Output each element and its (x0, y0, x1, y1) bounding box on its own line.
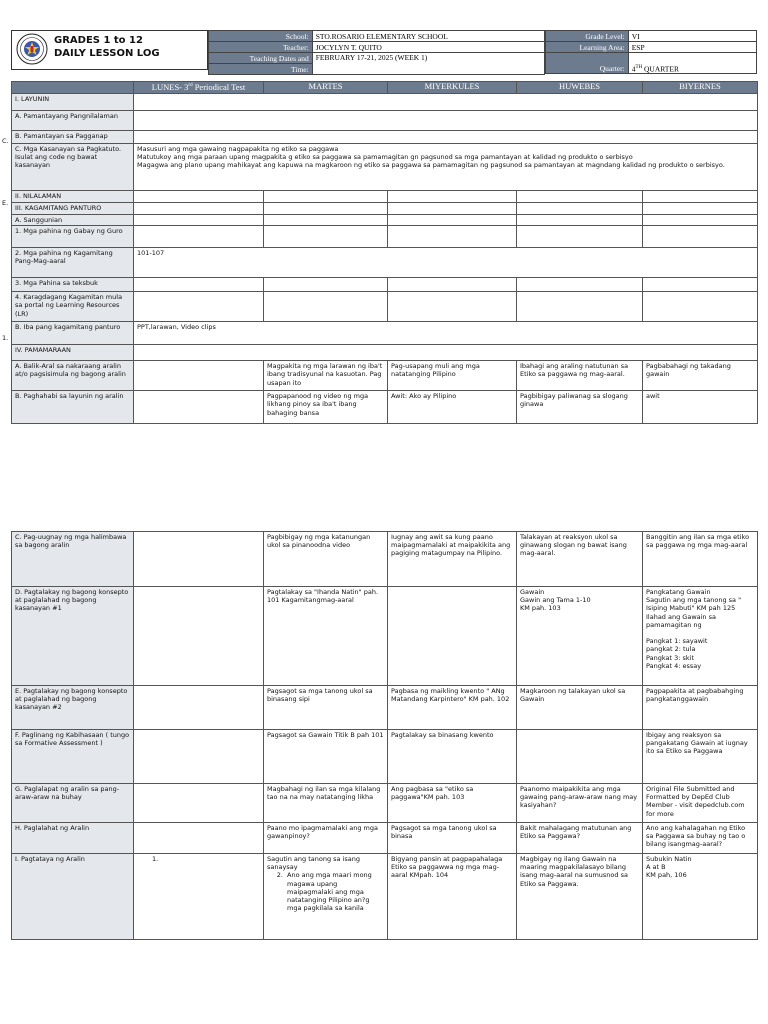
row-nilalaman: II. NILALAMAN (12, 191, 134, 203)
cell-kagamitan-mon (134, 203, 264, 215)
cell-nilalaman-fri (643, 191, 758, 203)
cell-paglalahat-mon (134, 823, 264, 854)
quarter-value (628, 53, 756, 74)
quarter-number: 4 (631, 64, 636, 73)
cell-pagtalakay-2-mon (134, 686, 264, 730)
cell-pagtataya-thu: Magbigay ng ilang Gawain na maaring magpakilalasayo bilang isang mag-aaral na sumusnod sa Etiko sa Paggawa. (517, 854, 643, 940)
cell-paglalapat-tue: Magbahagi ng ilan sa mga kilalang tao na na may natatanging likha (264, 784, 388, 823)
school-value: STO.ROSARIO ELEMENTARY SCHOOL (312, 31, 544, 42)
cell-pag-uugnay-mon (134, 532, 264, 587)
pagtataya-item-2 (267, 871, 384, 912)
cell-balik-aral-fri: Pagbabahagi ng takadang gawain (643, 361, 758, 391)
cell-balik-aral-thu: Ibahagi ang araling natutunan sa Etiko sa paggawa ng mag-aaral. (517, 361, 643, 391)
cell-kagamitan-thu (517, 203, 643, 215)
cell-sanggunian-wed (388, 215, 517, 226)
teacher-value: JOCYLYN T. QUITO (312, 42, 544, 53)
cell-karagdagang-fri (643, 292, 758, 322)
cell-nilalaman-tue (264, 191, 388, 203)
cell-pagtataya-tue (264, 854, 388, 940)
cell-kagamitang-pang-mag-aaral: 101-107 (134, 248, 758, 278)
cell-pamantayan-pagganap (134, 131, 758, 144)
dates-label-1: Teaching Dates and (209, 53, 313, 64)
pagtataya-item-2-number: 2. (276, 871, 283, 880)
dates-value: FEBRUARY 17-21, 2025 (WEEK 1) (312, 53, 544, 75)
cell-balik-aral-tue: Magpakita ng mga larawan ng iba't ibang tradisyunal na kasuotan. Pag usapan ito (264, 361, 388, 391)
cell-pagtalakay-1-wed (388, 587, 517, 686)
cell-pagtalakay-2-thu: Magkaroon ng talakayan ukol sa Gawain (517, 686, 643, 730)
col-miyerkules: MIYERKULES (388, 82, 517, 94)
col-huwebes: HUWEBES (517, 82, 643, 94)
cell-pamantayang-pangnilalaman (134, 111, 758, 131)
row-layunin: I. LAYUNIN (12, 94, 134, 111)
cell-pagtalakay-1-tue: Pagtalakay sa "Ihanda Natin" pah. 101 Kagamitangmag-aaral (264, 587, 388, 686)
row-kasanayan: C. Mga Kasanayan sa Pagkatuto. Isulat ang code ng bawat kasanayan (12, 144, 134, 191)
row-pamantayang-pangnilalaman: A. Pamantayang Pangnilalaman (12, 111, 134, 131)
cell-teksbuk-tue (264, 278, 388, 292)
row-pamamaraan: IV. PAMAMARAAN (12, 345, 134, 361)
cell-kasanayan: Masusuri ang mga gawaing nagpapakita ng etiko sa paggawa Matutukoy ang mga paraan upang magpakita g etiko sa paggawa sa pamamagitan gn pagsunod sa mga pamantayan at kalidad ng produkto o serbisyo Magagwa ang plano upang mahikayat ang kapuwa na magkaroon ng etiko sa paggawa sa pamamagitan ng pagsunod sa pamantayan at magndang kalidad ng produkto o serbisyo. (134, 144, 758, 191)
school-label: School: (209, 31, 313, 42)
school-info-table (208, 30, 545, 75)
title-line-2: DAILY LESSON LOG (54, 48, 160, 59)
quarter-label: Quarter: (546, 53, 629, 74)
col-martes: MARTES (264, 82, 388, 94)
cell-pagtalakay-1-fri: Pangkatang Gawain Sagutin ang mga tanong sa " Isiping Mabuti" KM pah 125 Ilahad ang Gawain sa pamamagitan ng Pangkat 1: sayawit pangkat 2: tula Pangkat 3: skit Pangkat 4: essay (643, 587, 758, 686)
cell-teksbuk-fri (643, 278, 758, 292)
cell-layunin (134, 94, 758, 111)
grade-info-table (545, 30, 757, 74)
cell-teksbuk-mon (134, 278, 264, 292)
row-teksbuk: 3. Mga Pahina sa teksbuk (12, 278, 134, 292)
lesson-log-table-2 (11, 531, 758, 940)
row-pagtalakay-2: E. Pagtalakay ng bagong konsepto at paglalahad ng bagong kasanayan #2 (12, 686, 134, 730)
cell-gabay-wed (388, 226, 517, 248)
area-value: ESP (628, 42, 756, 53)
cell-kagamitan-tue (264, 203, 388, 215)
quarter-word: QUARTER (642, 64, 679, 73)
cell-paglinang-thu (517, 730, 643, 784)
grade-value: VI (628, 31, 756, 42)
row-iba-pang-kagamitan: B. Iba pang kagamitang panturo (12, 322, 134, 345)
cell-pagtataya-mon: 1. (134, 854, 264, 940)
cell-balik-aral-wed: Pag-usapang muli ang mga natatanging Pilipino (388, 361, 517, 391)
cell-paglalapat-mon (134, 784, 264, 823)
cell-sanggunian-fri (643, 215, 758, 226)
side-mark-e: E. (2, 199, 9, 207)
cell-pagtalakay-2-tue: Pagsagot sa mga tanong ukol sa binasang sipi (264, 686, 388, 730)
cell-sanggunian-tue (264, 215, 388, 226)
cell-pag-uugnay-fri: Banggitin ang ilan sa mga etiko sa paggawa ng mga mag-aaral (643, 532, 758, 587)
row-balik-aral: A. Balik-Aral sa nakaraang aralin at/o pagsisimula ng bagong aralin (12, 361, 134, 391)
cell-paglalahat-thu: Bakit mahalagang matutunan ang Etiko sa Paggawa? (517, 823, 643, 854)
area-label: Learning Area: (546, 42, 629, 53)
cell-paghahabi-thu: Pagbibigay paliwanag sa slogang ginawa (517, 391, 643, 424)
cell-nilalaman-thu (517, 191, 643, 203)
grade-label: Grade Level: (546, 31, 629, 42)
cell-pagtalakay-1-thu: Gawain Gawin ang Tama 1-10 KM pah. 103 (517, 587, 643, 686)
cell-pagtalakay-1-mon (134, 587, 264, 686)
cell-karagdagang-mon (134, 292, 264, 322)
cell-pagtataya-fri: Subukin Natin A at B KM pah, 106 (643, 854, 758, 940)
cell-gabay-mon (134, 226, 264, 248)
row-pamantayan-pagganap: B. Pamantayan sa Pagganap (12, 131, 134, 144)
header-blank (12, 82, 134, 94)
cell-kagamitan-fri (643, 203, 758, 215)
quarter-sup: TH (635, 64, 643, 70)
cell-karagdagang-wed (388, 292, 517, 322)
cell-paghahabi-mon (134, 391, 264, 424)
cell-paglalapat-wed: Ang pagbasa sa "etiko sa paggawa"KM pah. 103 (388, 784, 517, 823)
cell-gabay-tue (264, 226, 388, 248)
pagtataya-item-1: Sagutin ang tanong sa isang sanaysay (267, 855, 360, 872)
dates-label-2: Time: (209, 64, 313, 75)
col-lunes (134, 82, 264, 94)
cell-pag-uugnay-thu: Talakayan at reaksyon ukol sa ginawang slogan ng bawat isang mag-aaral. (517, 532, 643, 587)
side-mark-c: C. (2, 137, 9, 145)
row-paglinang: F. Paglinang ng Kabihasaan ( tungo sa Formative Assessment ) (12, 730, 134, 784)
lesson-log-table-1 (11, 81, 758, 424)
cell-karagdagang-thu (517, 292, 643, 322)
cell-paglalapat-thu: Paanomo maipakikita ang mga gawaing pang-araw-araw nang may kasiyahan? (517, 784, 643, 823)
cell-paglalahat-fri: Ano ang kahalagahan ng Etiko sa Paggawa sa buhay ng tao o bilang isangmag-aaral? (643, 823, 758, 854)
cell-paghahabi-fri: awit (643, 391, 758, 424)
cell-karagdagang-tue (264, 292, 388, 322)
cell-nilalaman-wed (388, 191, 517, 203)
title-line-1: GRADES 1 to 12 (54, 35, 143, 46)
cell-paglinang-wed: Pagtalakay sa binasang kwento (388, 730, 517, 784)
row-pag-uugnay: C. Pag-uugnay ng mga halimbawa sa bagong aralin (12, 532, 134, 587)
cell-pag-uugnay-wed: Iugnay ang awit sa kung paano maipagmamalaki at maipakikita ang pagiging matagumpay na Pilipino. (388, 532, 517, 587)
row-pagtataya: I. Pagtataya ng Aralin (12, 854, 134, 940)
cell-paglalapat-fri: Original File Submitted and Formatted by DepEd Club Member - visit depedclub.com for more (643, 784, 758, 823)
row-paglalapat: G. Paglalapat ng aralin sa pang-araw-araw na buhay (12, 784, 134, 823)
cell-gabay-thu (517, 226, 643, 248)
cell-pagtataya-wed: Bigyang pansin at pagpapahalaga Etiko sa paggawwa ng mga mag-aaral KMpah. 104 (388, 854, 517, 940)
row-karagdagang-kagamitan: 4. Karagdagang Kagamitan mula sa portal ng Learning Resources (LR) (12, 292, 134, 322)
teacher-label: Teacher: (209, 42, 313, 53)
cell-pamamaraan (134, 345, 758, 361)
cell-paglinang-fri: Ibigay ang reaksyon sa pangakatang Gawain at iugnay ito sa Etiko sa Paggawa (643, 730, 758, 784)
cell-iba-pang-kagamitan: PPT,larawan, Video clips (134, 322, 758, 345)
cell-gabay-fri (643, 226, 758, 248)
cell-sanggunian-thu (517, 215, 643, 226)
cell-kagamitan-wed (388, 203, 517, 215)
col-lunes-sup: rd (188, 83, 193, 88)
cell-pagtalakay-2-wed: Pagbasa ng maikling kwento " ANg Matandang Karpintero" KM pah. 102 (388, 686, 517, 730)
cell-paghahabi-wed: Awit: Ako ay Pilipino (388, 391, 517, 424)
cell-paglinang-tue: Pagsagot sa Gawain Titik B pah 101 (264, 730, 388, 784)
row-sanggunian: A. Sanggunian (12, 215, 134, 226)
row-paghahabi: B. Paghahabi sa layunin ng aralin (12, 391, 134, 424)
row-kagamitang-pang-mag-aaral: 2. Mga pahina ng Kagamitang Pang-Mag-aaral (12, 248, 134, 278)
row-gabay-ng-guro: 1. Mga pahina ng Gabay ng Guro (12, 226, 134, 248)
cell-pagtalakay-2-fri: Pagpapakita at pagbabahging pangkatanggawain (643, 686, 758, 730)
col-lunes-b: Periodical Test (192, 81, 246, 92)
cell-paglalahat-tue: Paano mo ipagmamalaki ang mga gawanpinoy? (264, 823, 388, 854)
cell-balik-aral-mon (134, 361, 264, 391)
cell-paghahabi-tue: Pagpapanood ng video ng mga likhang pinoy sa iba't ibang bahaging bansa (264, 391, 388, 424)
row-pagtalakay-1: D. Pagtalakay ng bagong konsepto at paglalahad ng bagong kasanayan #1 (12, 587, 134, 686)
cell-paglinang-mon (134, 730, 264, 784)
deped-seal-icon (16, 33, 48, 65)
cell-pag-uugnay-tue: Pagbibigay ng mga katanungan ukol sa pinanoodna video (264, 532, 388, 587)
col-lunes-a: LUNES- 3 (151, 81, 189, 92)
row-kagamitang-panturo: III. KAGAMITANG PANTURO (12, 203, 134, 215)
cell-nilalaman-mon (134, 191, 264, 203)
side-mark-1: 1. (2, 334, 9, 342)
row-paglalahat: H. Paglalahat ng Aralin (12, 823, 134, 854)
lesson-log-title (54, 34, 160, 60)
cell-teksbuk-wed (388, 278, 517, 292)
cell-sanggunian-mon (134, 215, 264, 226)
col-biyernes: BIYERNES (643, 82, 758, 94)
cell-paglalahat-wed: Pagsagot sa mga tanong ukol sa binasa (388, 823, 517, 854)
cell-teksbuk-thu (517, 278, 643, 292)
pagtataya-item-2-text: Ano ang mga maari mong magawa upang maipagmalaki ang mga natatanging Pilipino an?g mga pagkilala sa kanila (287, 871, 372, 913)
